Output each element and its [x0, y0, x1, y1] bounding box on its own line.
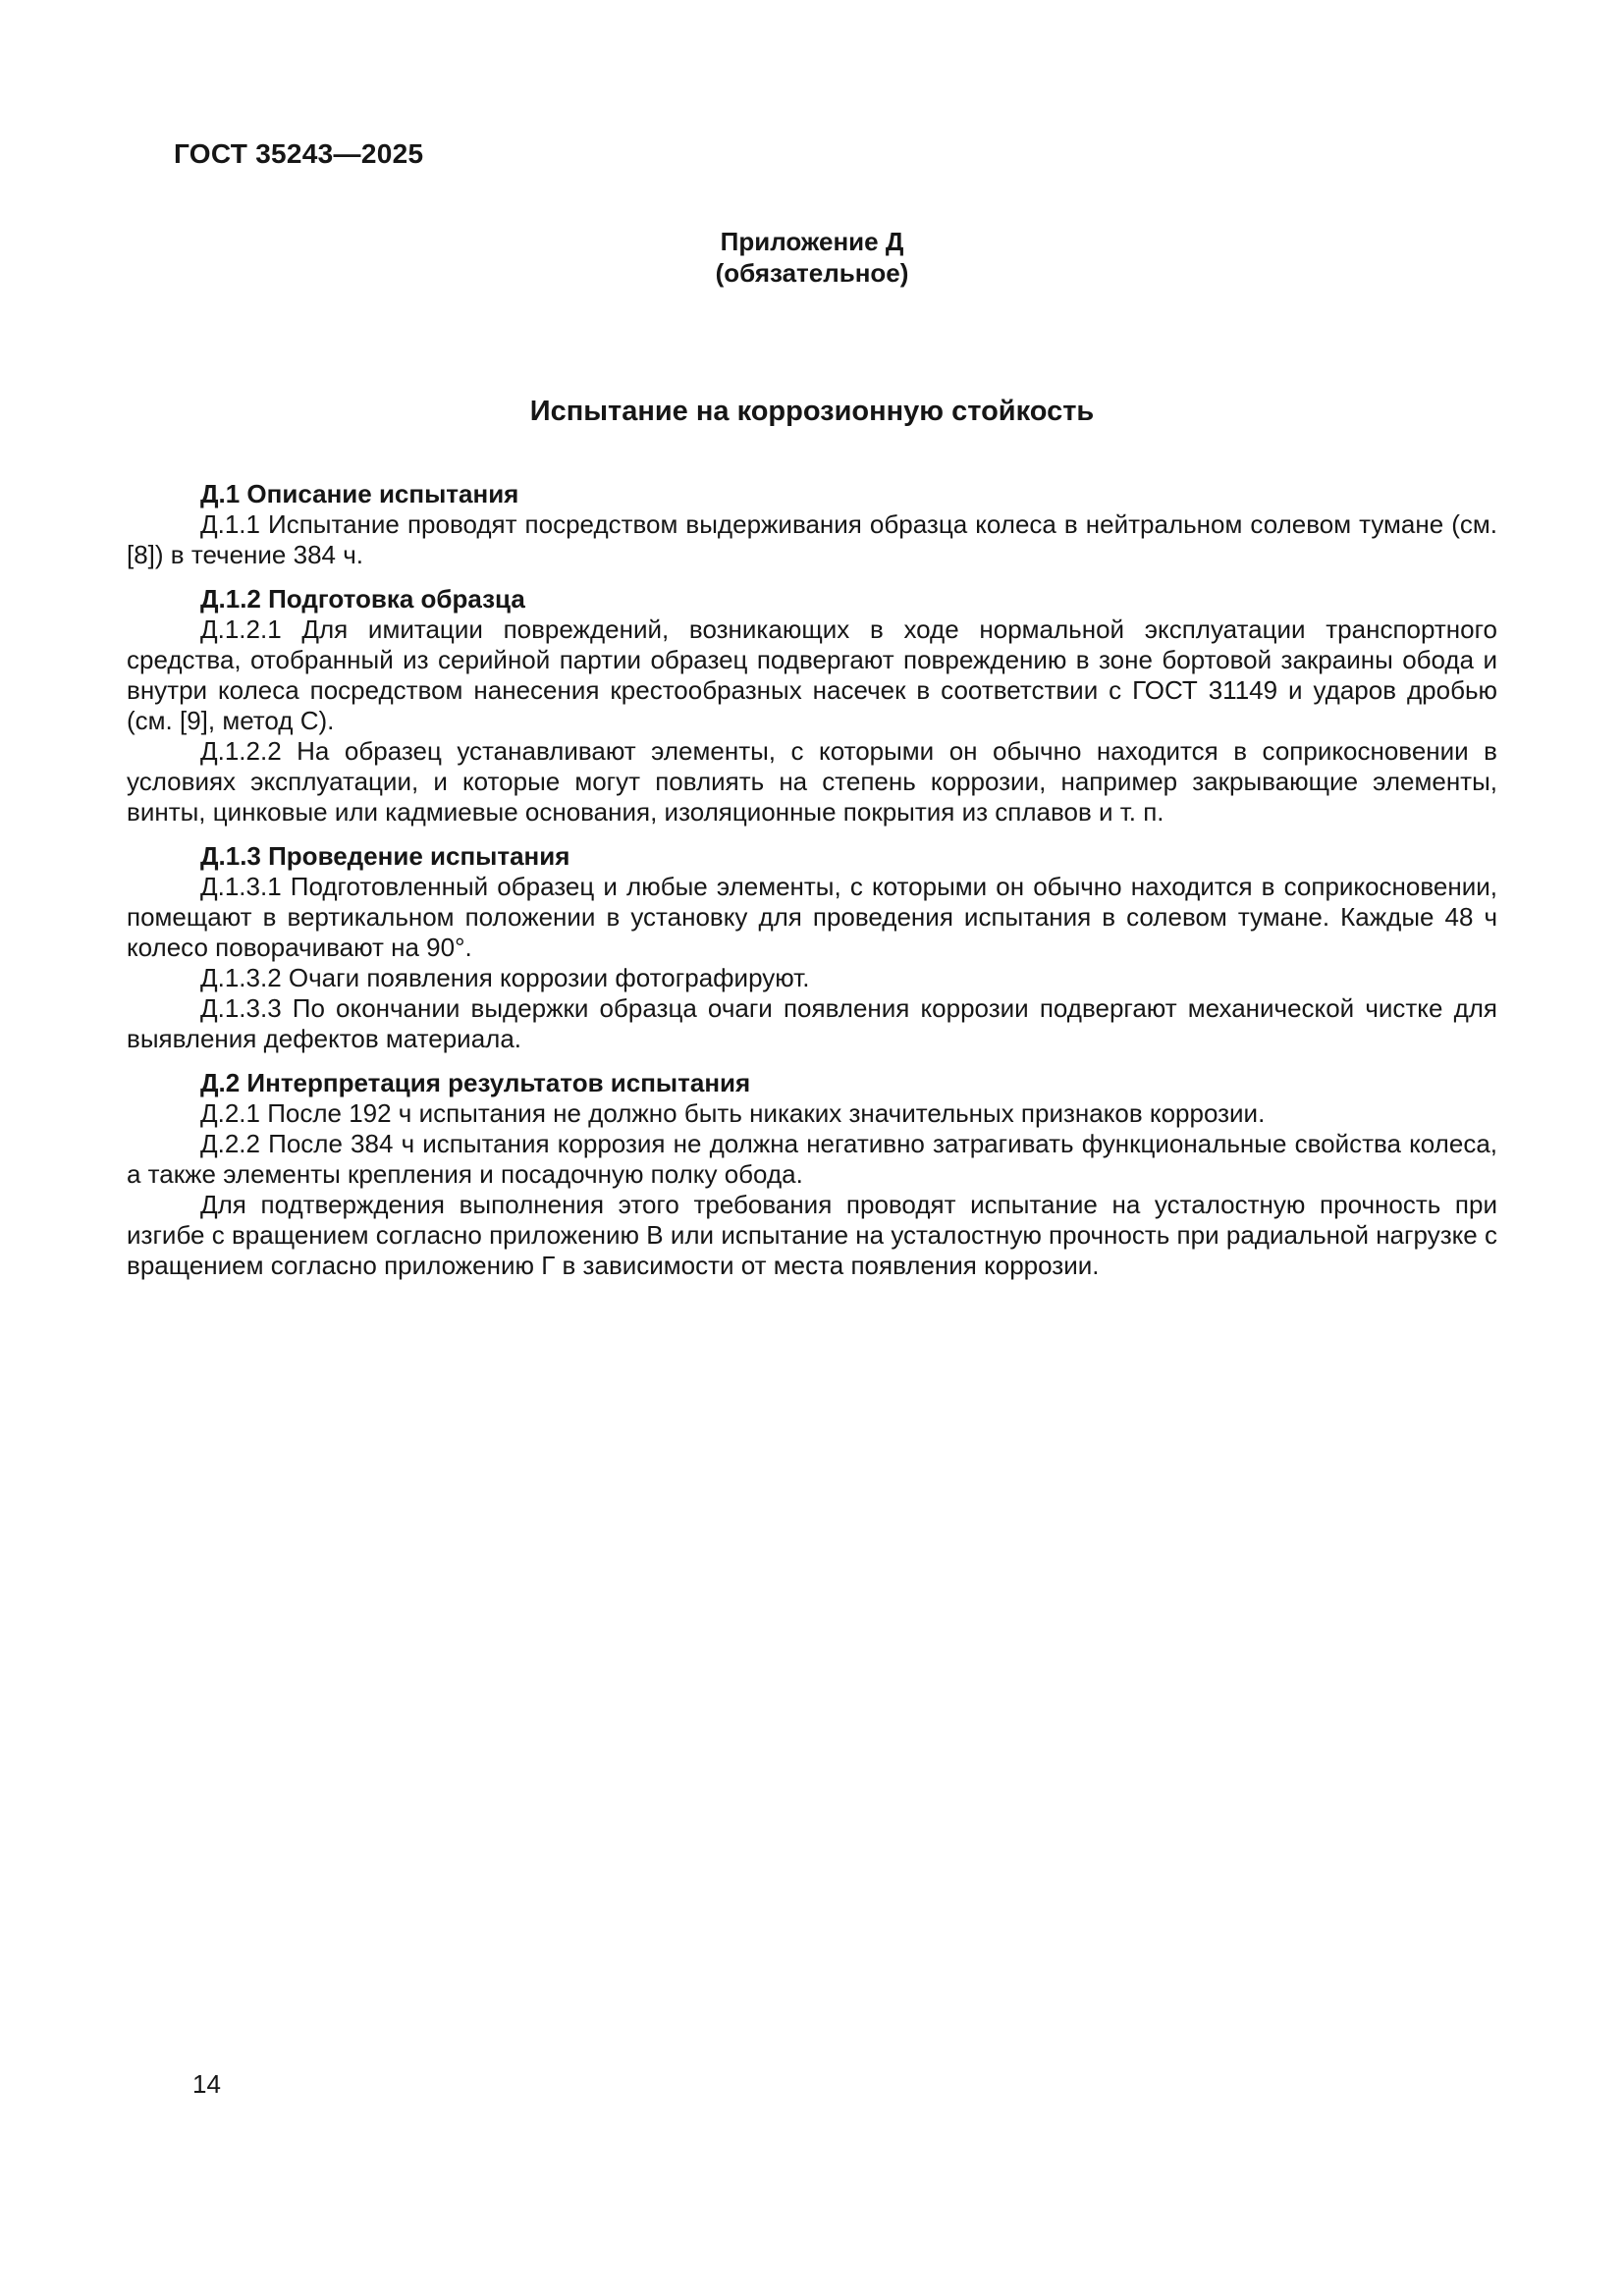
page-number: 14: [192, 2069, 221, 2099]
annex-heading: [127, 226, 1497, 289]
page-title: Испытание на коррозионную стойкость: [529, 396, 1095, 427]
paragraph-d1-3-3: Д.1.3.3 По окончании выдержки образца очаги появления коррозии подвергают механической чистке для выявления дефектов материала.: [127, 993, 1497, 1053]
annex-status: (обязательное): [715, 258, 909, 288]
paragraph-d1-3-1: Д.1.3.1 Подготовленный образец и любые элементы, с которыми он обычно находится в соприкосновении, помещают в вертикальном положении в установку для проведения испытания в солевом тумане. Каждые 48 ч колесо поворачивают на 90°.: [127, 872, 1497, 962]
paragraph-d2-2: Д.2.2 После 384 ч испытания коррозия не должна негативно затрагивать функциональные свойства колеса, а также элементы крепления и посадочную полку обода.: [127, 1129, 1497, 1189]
paragraph-d2-conclusion: Для подтверждения выполнения этого требования проводят испытание на усталостную прочность при изгибе с вращением согласно приложению В или испытание на усталостную прочность при радиальной нагрузке с вращением согласно приложению Г в зависимости от места появления коррозии.: [127, 1190, 1497, 1280]
section-heading-d1-3: Д.1.3 Проведение испытания: [200, 841, 570, 871]
paragraph-d1-1: Д.1.1 Испытание проводят посредством выдерживания образца колеса в нейтральном солевом тумане (см. [8]) в течение 384 ч.: [127, 509, 1497, 569]
paragraph-d1-2-1: Д.1.2.1 Для имитации повреждений, возникающих в ходе нормальной эксплуатации транспортного средства, отобранный из серийной партии образец подвергают повреждению в зоне бортовой закраины обода и внутри колеса посредством нанесения крестообразных насечек в соответствии с ГОСТ 31149 и ударов дробью (см. [9], метод С).: [127, 614, 1497, 735]
section-heading-d2: Д.2 Интерпретация результатов испытания: [200, 1068, 751, 1097]
document-body: [127, 479, 1497, 1281]
document-code: ГОСТ 35243—2025: [174, 138, 424, 169]
section-d1-3: [127, 841, 1497, 1054]
section-heading-d1-2: Д.1.2 Подготовка образца: [200, 584, 525, 614]
section-d2: [127, 1068, 1497, 1281]
section-heading-d1: Д.1 Описание испытания: [200, 479, 519, 508]
annex-label: Приложение Д: [720, 227, 904, 256]
section-d1-2: [127, 584, 1497, 828]
paragraph-d2-1: Д.2.1 После 192 ч испытания не должно быть никаких значительных признаков коррозии.: [200, 1098, 1266, 1128]
paragraph-d1-2-2: Д.1.2.2 На образец устанавливают элементы, с которыми он обычно находится в соприкосновении в условиях эксплуатации, и которые могут повлиять на степень коррозии, например закрывающие элементы, винты, цинковые или кадмиевые основания, изоляционные покрытия из сплавов и т. п.: [127, 736, 1497, 827]
paragraph-d1-3-2: Д.1.3.2 Очаги появления коррозии фотографируют.: [200, 963, 810, 992]
section-d1: [127, 479, 1497, 570]
